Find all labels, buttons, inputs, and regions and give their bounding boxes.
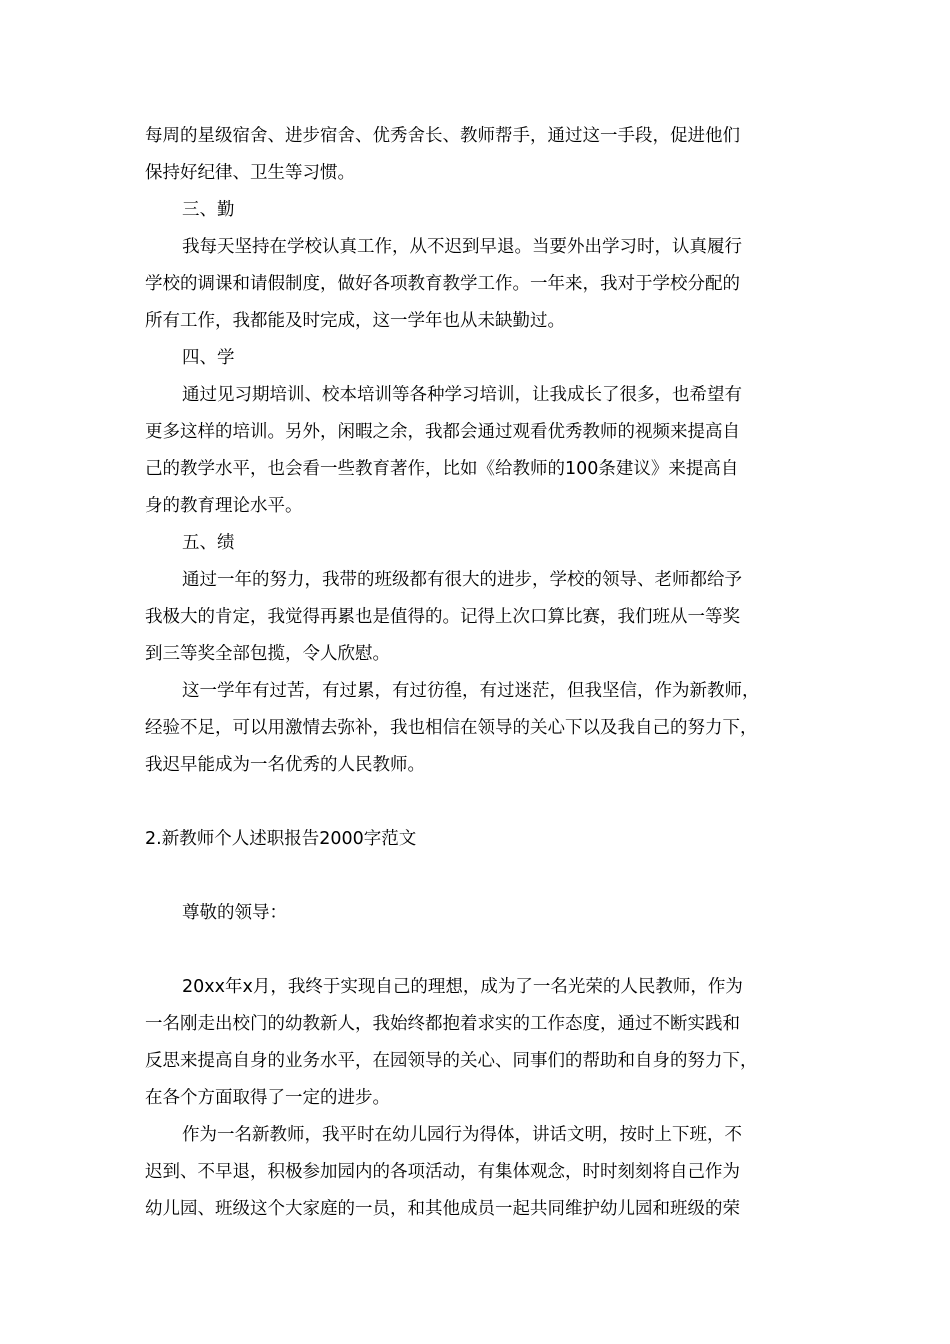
text-line: 通过见习期培训、校本培训等各种学习培训，让我成长了很多，也希望有 [182, 385, 742, 405]
text-line: 我极大的肯定，我觉得再累也是值得的。记得上次口算比赛，我们班从一等奖 [145, 607, 740, 627]
text-line: 己的教学水平，也会看一些教育著作，比如《给教师的100条建议》来提高自 [145, 459, 739, 479]
text-line: 保持好纪律、卫生等习惯。 [145, 163, 355, 183]
text-line: 一名刚走出校门的幼教新人，我始终都抱着求实的工作态度，通过不断实践和 [145, 1014, 740, 1034]
text-line: 更多这样的培训。另外，闲暇之余，我都会通过观看优秀教师的视频来提高自 [145, 422, 740, 442]
text-line: 作为一名新教师，我平时在幼儿园行为得体，讲话文明，按时上下班，不 [182, 1125, 742, 1145]
text-line: 在各个方面取得了一定的进步。 [145, 1088, 390, 1108]
text-line: 20xx年x月，我终于实现自己的理想，成为了一名光荣的人民教师，作为 [182, 977, 743, 997]
text-line: 反思来提高自身的业务水平，在园领导的关心、同事们的帮助和自身的努力下， [145, 1051, 758, 1071]
text-line: 通过一年的努力，我带的班级都有很大的进步，学校的领导、老师都给予 [182, 570, 742, 590]
text-line: 到三等奖全部包揽，令人欣慰。 [145, 644, 390, 664]
text-line: 经验不足，可以用激情去弥补，我也相信在领导的关心下以及我自己的努力下， [145, 718, 758, 738]
text-line: 幼儿园、班级这个大家庭的一员，和其他成员一起共同维护幼儿园和班级的荣 [145, 1199, 740, 1219]
blank-line [145, 858, 825, 895]
section-heading: 四、学 [182, 348, 235, 368]
salutation: 尊敬的领导： [182, 903, 287, 923]
text-line: 这一学年有过苦，有过累，有过彷徨，有过迷茫，但我坚信，作为新教师， [182, 681, 760, 701]
text-line: 我迟早能成为一名优秀的人民教师。 [145, 755, 425, 775]
text-line: 所有工作，我都能及时完成，这一学年也从未缺勤过。 [145, 311, 565, 331]
text-line: 学校的调课和请假制度，做好各项教育教学工作。一年来，我对于学校分配的 [145, 274, 740, 294]
article-title: 2.新教师个人述职报告2000字范文 [145, 829, 417, 849]
blank-line [145, 784, 825, 821]
document-body [145, 118, 825, 1228]
text-line: 迟到、不早退，积极参加园内的各项活动，有集体观念，时时刻刻将自己作为 [145, 1162, 740, 1182]
text-line: 身的教育理论水平。 [145, 496, 303, 516]
text-line: 每周的星级宿舍、进步宿舍、优秀舍长、教师帮手，通过这一手段，促进他们 [145, 126, 740, 146]
text-line: 我每天坚持在学校认真工作，从不迟到早退。当要外出学习时，认真履行 [182, 237, 742, 257]
section-heading: 五、绩 [182, 533, 235, 553]
section-heading: 三、勤 [182, 200, 235, 220]
blank-line [145, 932, 825, 969]
